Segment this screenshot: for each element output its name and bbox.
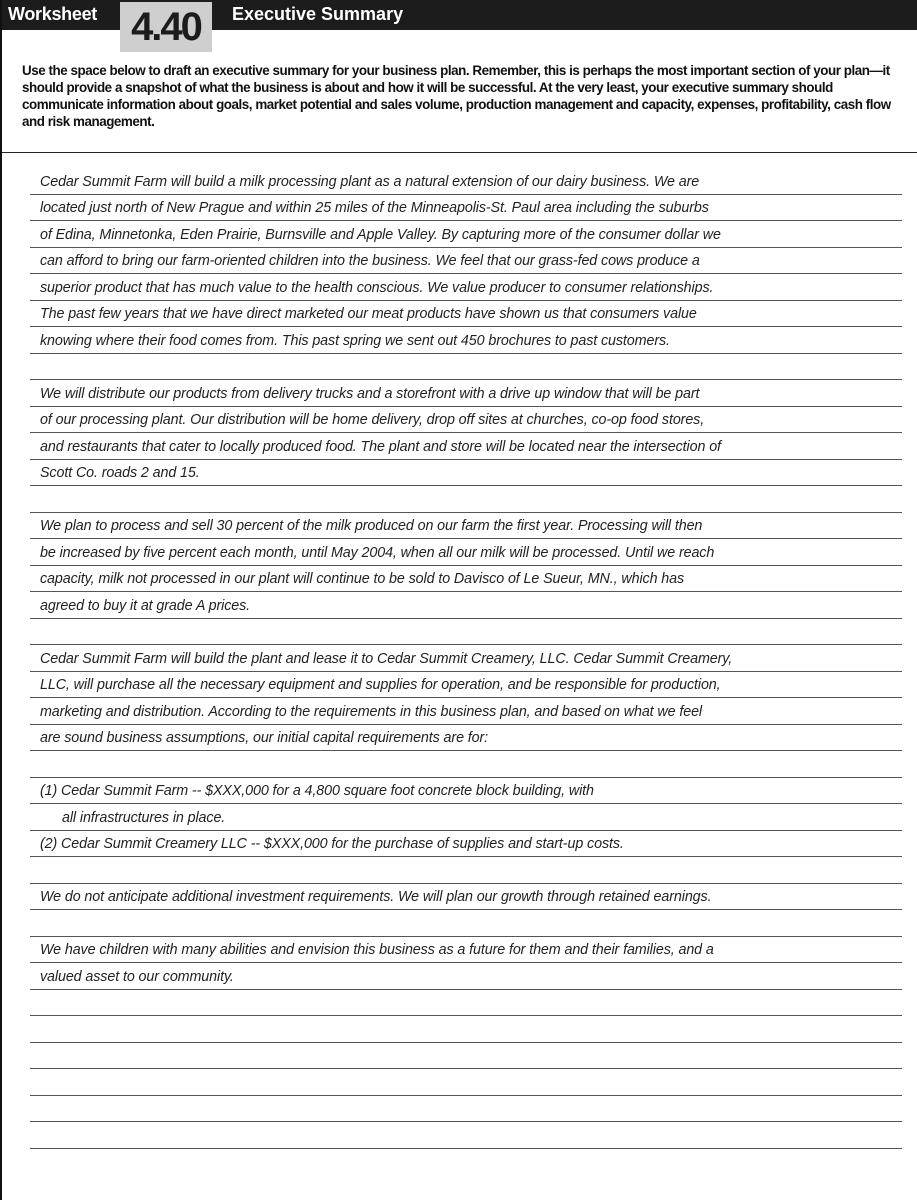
line-text: Cedar Summit Farm will build the plant and lease it to Cedar Summit Creamery, LLC. Cedar Summit Creamery, [40,650,733,667]
line-text: (1) Cedar Summit Farm -- $XXX,000 for a 4,800 square foot concrete block building, with [40,783,594,799]
writing-line [30,513,902,540]
writing-line [30,804,902,831]
writing-line [30,1043,902,1070]
line-text: are sound business assumptions, our initial capital requirements are for: [40,730,489,746]
section-divider [2,152,917,153]
writing-line [30,407,902,434]
writing-line [30,380,902,407]
writing-line [30,672,902,699]
line-text: valued asset to our community. [40,968,234,985]
worksheet-label: Worksheet [8,4,97,24]
writing-line [30,1016,902,1043]
writing-line [30,195,902,222]
writing-line [30,486,902,513]
writing-line [30,1096,902,1123]
page-title: Executive Summary [232,4,404,24]
writing-line [30,751,902,778]
line-text: can afford to bring our farm-oriented children into the business. We feel that our grass-fed cows produce a [40,253,700,269]
line-text: all infrastructures in place. [62,809,226,826]
line-text: knowing where their food comes from. This past spring we sent out 450 brochures to past customers. [40,332,670,349]
writing-line [30,884,902,911]
line-text: LLC, will purchase all the necessary equipment and supplies for operation, and be responsible for production, [40,677,721,693]
writing-line [30,645,902,672]
writing-line [30,327,902,354]
writing-line [30,433,902,460]
line-text: We have children with many abilities and envision this business as a future for them and their families, and a [40,942,714,958]
line-text: capacity, milk not processed in our plant will continue to be sold to Davisco of Le Sueur, MN., which has [40,571,685,587]
instructions-text: Use the space below to draft an executive summary for your business plan. Remember, this is perhaps the most important section of your plan—it should provide a snapshot of what the business is about and how it will be successful. At the very least, your executive summary should communicate information about goals, market potential and sales volume, production management and capacity, expenses, profitability, cash flow and risk management. [22,63,891,129]
writing-area[interactable] [30,168,902,1149]
line-text: We will distribute our products from delivery trucks and a storefront with a drive up window that will be part [40,385,700,402]
line-text: The past few years that we have direct marketed our meat products have shown us that consumers value [40,306,697,322]
line-text: marketing and distribution. According to the requirements in this business plan, and based on what we feel [40,703,703,720]
writing-line [30,778,902,805]
writing-line [30,857,902,884]
worksheet-number: 4.40 [131,5,201,49]
line-text: agreed to buy it at grade A prices. [40,597,251,614]
writing-line [30,592,902,619]
writing-line [30,221,902,248]
writing-line [30,831,902,858]
writing-line [30,910,902,937]
writing-line [30,354,902,381]
writing-line [30,168,902,195]
line-text: and restaurants that cater to locally produced food. The plant and store will be located near the intersection of [40,438,721,455]
line-text: be increased by five percent each month, until May 2004, when all our milk will be processed. Until we reach [40,544,715,561]
writing-line [30,937,902,964]
writing-line [30,274,902,301]
line-text: We do not anticipate additional investment requirements. We will plan our growth through retained earnings. [40,889,712,905]
line-text: We plan to process and sell 30 percent of the milk produced on our farm the first year. Processing will then [40,518,703,534]
writing-line [30,460,902,487]
writing-line [30,698,902,725]
writing-line [30,301,902,328]
worksheet-number-box [120,0,212,52]
writing-line [30,963,902,990]
writing-line [30,619,902,646]
writing-line [30,1122,902,1149]
line-text: Scott Co. roads 2 and 15. [40,465,200,481]
line-text: located just north of New Prague and within 25 miles of the Minneapolis-St. Paul area including the suburbs [40,200,709,216]
line-text: of Edina, Minnetonka, Eden Prairie, Burnsville and Apple Valley. By capturing more of the consumer dollar we [40,226,721,243]
writing-line [30,539,902,566]
line-text: Cedar Summit Farm will build a milk processing plant as a natural extension of our dairy business. We are [40,173,700,190]
writing-line [30,725,902,752]
line-text: of our processing plant. Our distribution will be home delivery, drop off sites at churches, co-op food stores, [40,412,705,428]
writing-line [30,990,902,1017]
line-text: (2) Cedar Summit Creamery LLC -- $XXX,000 for the purchase of supplies and start-up costs. [40,836,624,852]
writing-line [30,566,902,593]
writing-line [30,1069,902,1096]
line-text: superior product that has much value to the health conscious. We value producer to consumer relationships. [40,279,714,296]
writing-line [30,248,902,275]
